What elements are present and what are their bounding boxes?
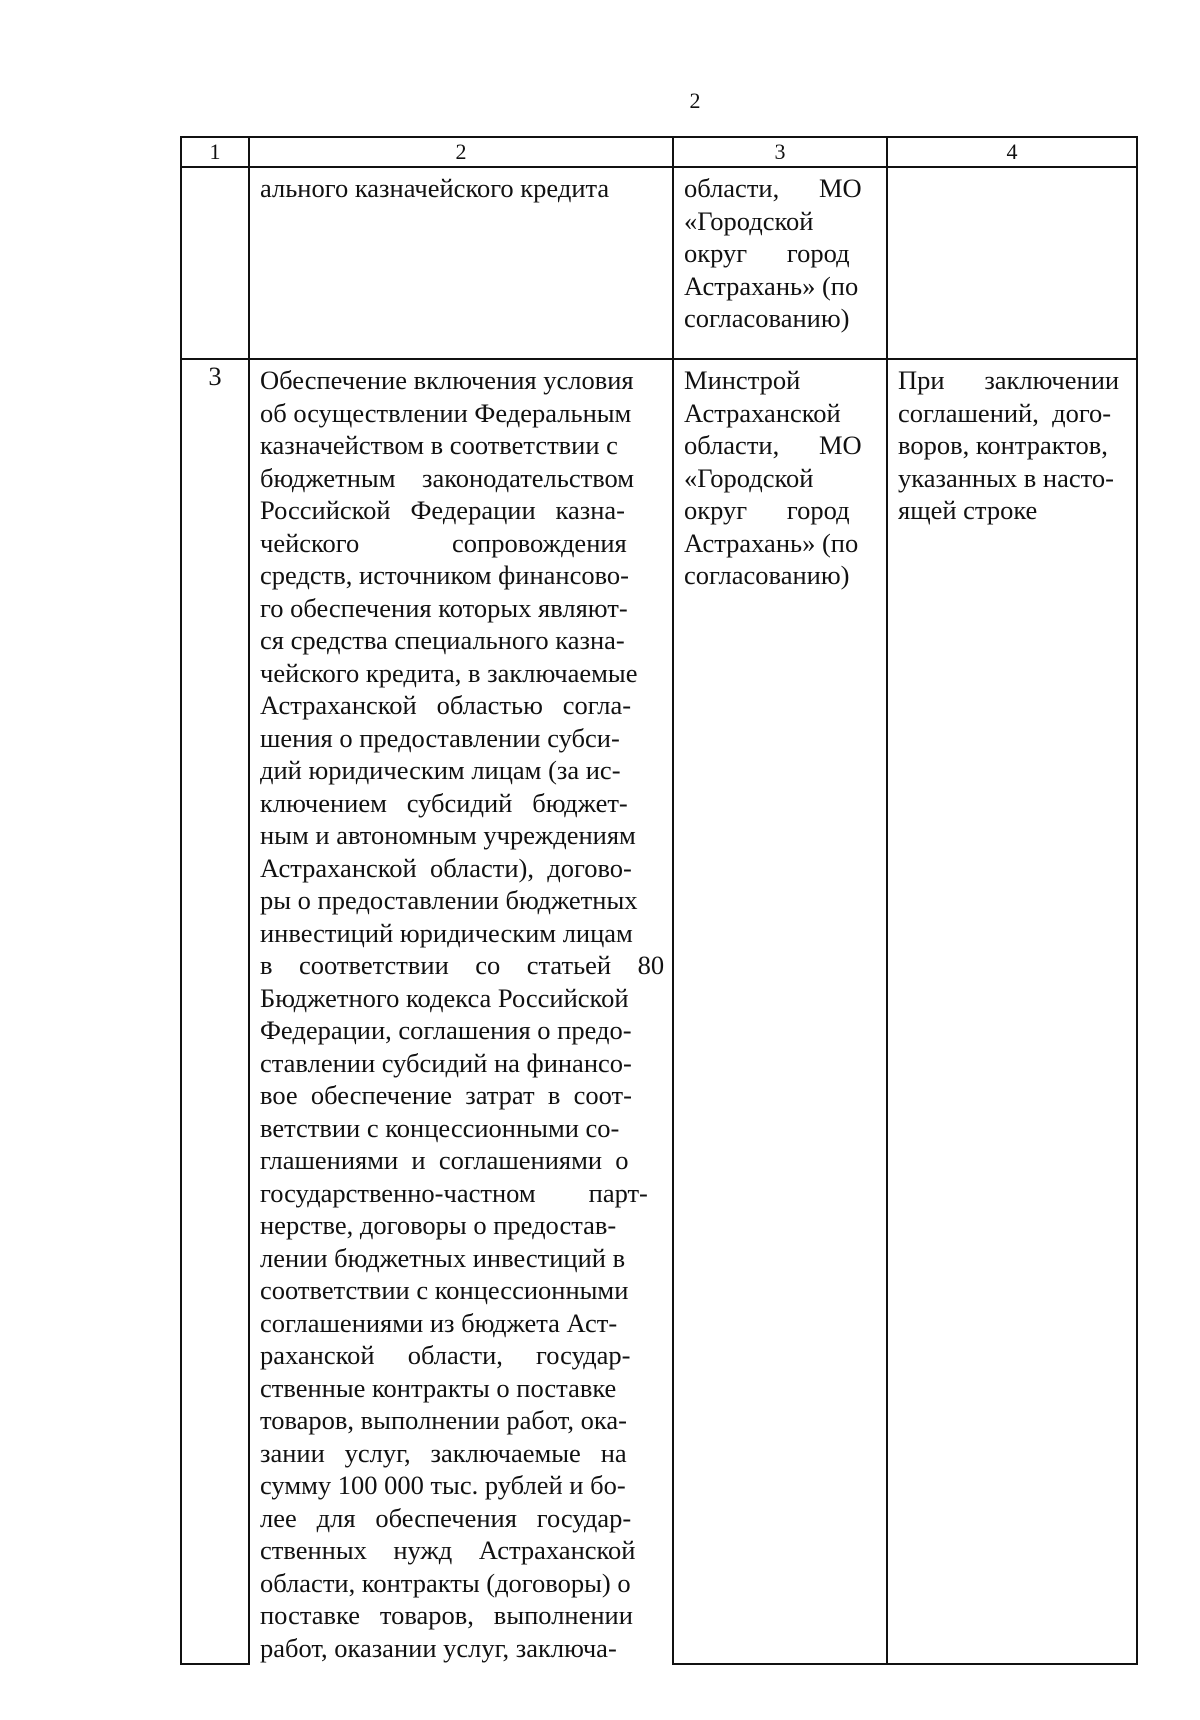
text-line: ключением субсидий бюджет-	[260, 787, 628, 818]
responsible-text	[674, 168, 886, 335]
responsible-cell	[673, 167, 887, 359]
measure-text	[250, 360, 672, 1664]
text-line: области, МО	[684, 430, 862, 460]
text-line: шения о предоставлении субси-	[260, 722, 620, 753]
text-line: Астраханской области), догово-	[260, 852, 632, 883]
column-header-2: 2	[249, 137, 673, 167]
table-header-row	[181, 137, 1137, 167]
text-line: лее для обеспечения государ-	[260, 1502, 632, 1533]
text-line: Астраханской областью согла-	[260, 690, 632, 720]
measure-text	[250, 168, 672, 205]
text-line: ставлении субсидий на финансо-	[260, 1047, 632, 1078]
text-line: Астрахань» (по	[684, 270, 859, 301]
text-line: лении бюджетных инвестиций в	[260, 1242, 626, 1273]
text-line: об осуществлении Федеральным	[260, 397, 632, 428]
table-row-continued	[181, 167, 1137, 359]
text-line: указанных в насто-	[898, 462, 1114, 493]
responsible-cell	[673, 359, 887, 1664]
text-line: го обеспечения которых являют-	[260, 592, 628, 623]
text-line: работ, оказании услуг, заключа-	[260, 1632, 617, 1663]
measure-cell	[249, 167, 673, 359]
text-line: области, контракты (договоры) о	[260, 1567, 631, 1598]
text-line: «Городской	[684, 462, 814, 493]
text-line: казначейством в соответствии с	[260, 430, 618, 460]
text-line: Российской Федерации казна-	[260, 495, 625, 525]
column-header-4: 4	[887, 137, 1137, 167]
column-header-1: 1	[181, 137, 249, 167]
text-line: чейского кредита, в заключаемые	[260, 657, 638, 688]
text-line: ным и автономным учреждениям	[260, 820, 636, 850]
column-header-3: 3	[673, 137, 887, 167]
text-line: области, МО	[684, 173, 862, 203]
text-line: зании услуг, заключаемые на	[260, 1437, 627, 1468]
text-line: государственно-частном парт-	[260, 1177, 648, 1208]
text-line: вое обеспечение затрат в соот-	[260, 1080, 632, 1110]
text-line: воров, контрактов,	[898, 430, 1108, 460]
page-number: 2	[689, 88, 701, 113]
text-line: ального казначейского кредита	[260, 173, 610, 203]
responsible-text	[674, 360, 886, 592]
text-line: средств, источником финансово-	[260, 560, 630, 590]
text-line: Федерации, соглашения о предо-	[260, 1015, 632, 1045]
text-line: дий юридическим лицам (за ис-	[260, 755, 621, 785]
text-line: соглашениями из бюджета Аст-	[260, 1307, 618, 1338]
text-line: соответствии с концессионными	[260, 1275, 629, 1305]
text-line: ящей строке	[898, 495, 1038, 525]
text-line: раханской области, государ-	[260, 1340, 631, 1370]
text-line: поставке товаров, выполнении	[260, 1600, 633, 1630]
text-line: ся средства специального казна-	[260, 625, 625, 655]
text-line: ветствии с концессионными со-	[260, 1112, 620, 1143]
table-row-3	[181, 359, 1137, 1664]
text-line: бюджетным законодательством	[260, 462, 635, 493]
deadline-text	[888, 360, 1136, 527]
text-line: Бюджетного кодекса Российской	[260, 982, 629, 1013]
text-line: «Городской	[684, 205, 814, 236]
text-line: округ город	[684, 495, 850, 525]
deadline-cell	[887, 359, 1137, 1664]
text-line: При заключении	[898, 365, 1120, 395]
text-line: Обеспечение включения условия	[260, 365, 634, 395]
document-table	[180, 136, 1138, 1665]
text-line: согласованию)	[684, 560, 850, 590]
deadline-text	[888, 168, 1136, 172]
text-line: в соответствии со статьей 80	[260, 950, 665, 980]
row-number-cell	[181, 167, 249, 359]
text-line: инвестиций юридическим лицам	[260, 917, 633, 948]
text-line: Астрахань» (по	[684, 527, 859, 558]
text-line: ственные контракты о поставке	[260, 1372, 617, 1403]
text-line: округ город	[684, 238, 850, 268]
text-line: глашениями и соглашениями о	[260, 1145, 629, 1175]
text-line: сумму 100 000 тыс. рублей и бо-	[260, 1470, 626, 1500]
text-line: соглашений, дого-	[898, 397, 1112, 428]
deadline-cell	[887, 167, 1137, 359]
row-number-cell: 3	[181, 359, 249, 1664]
text-line: ры о предоставлении бюджетных	[260, 885, 638, 915]
measure-cell	[249, 359, 673, 1664]
text-line: Минстрой	[684, 365, 801, 395]
text-line: ственных нужд Астраханской	[260, 1535, 636, 1565]
text-line: чейского сопровождения	[260, 527, 627, 558]
text-line: нерстве, договоры о предостав-	[260, 1210, 617, 1240]
text-line: согласованию)	[684, 303, 850, 333]
text-line: Астраханской	[684, 397, 841, 428]
text-line: товаров, выполнении работ, ока-	[260, 1405, 627, 1435]
